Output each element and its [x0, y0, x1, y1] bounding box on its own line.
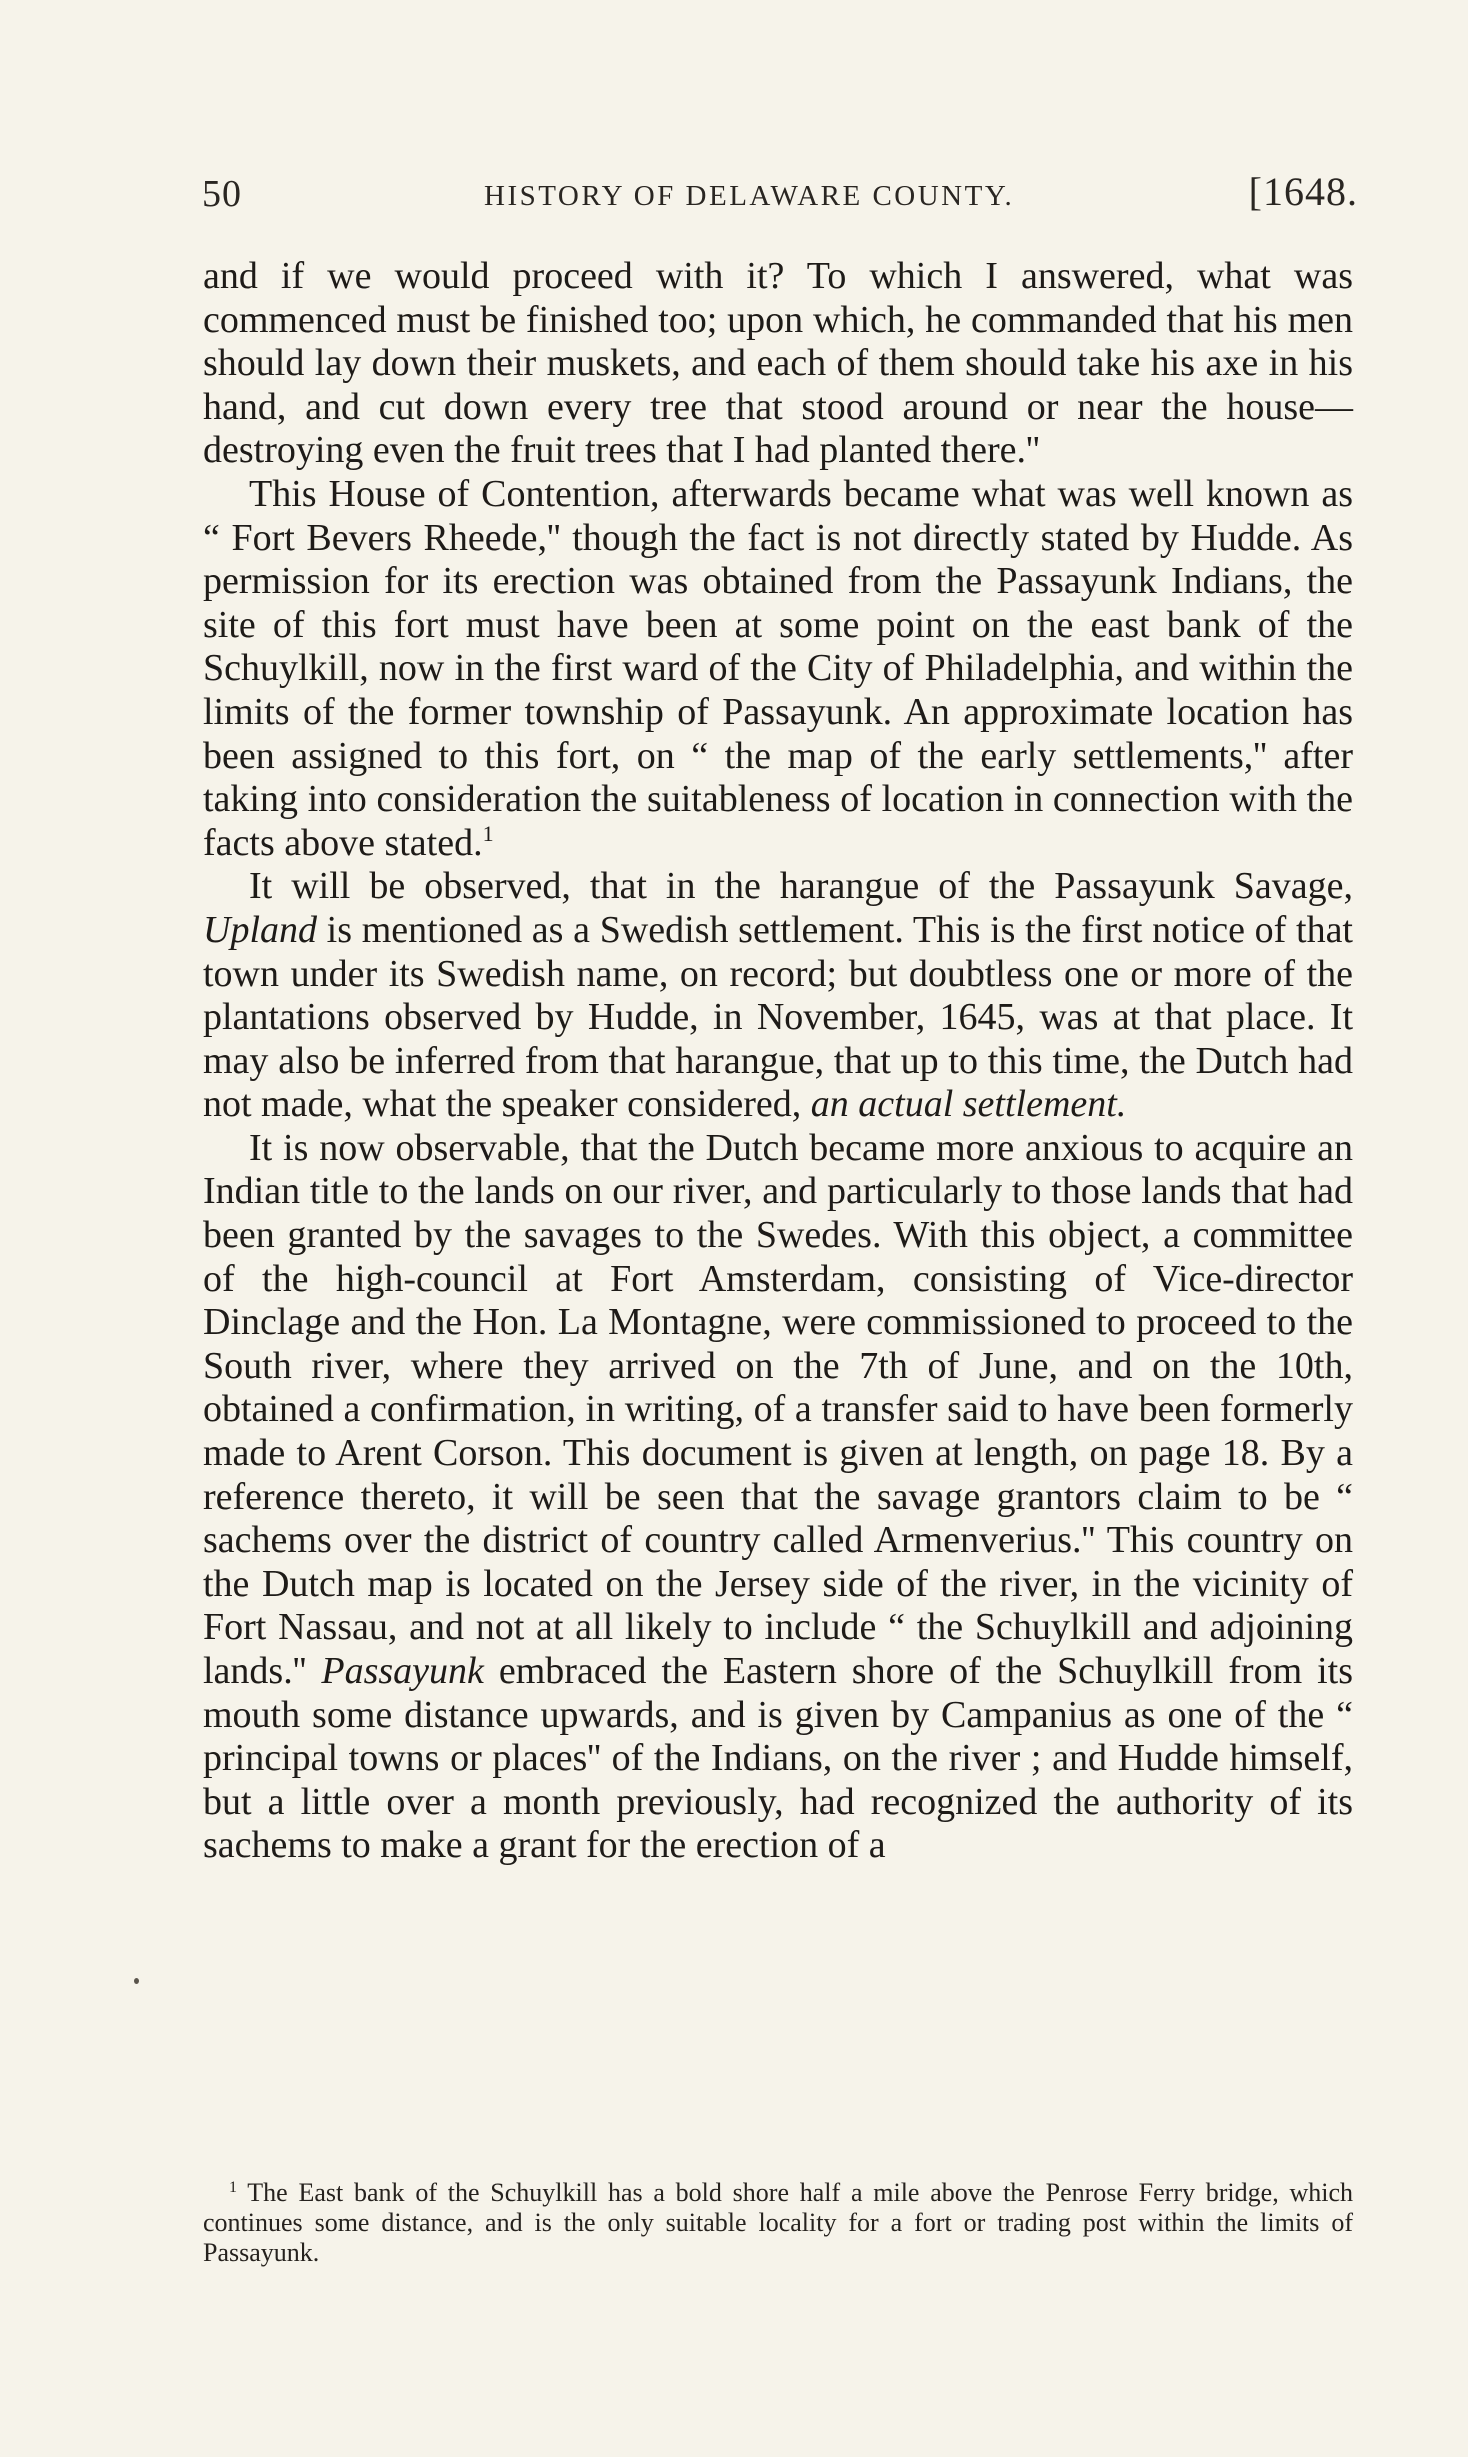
paragraph-text: is mentioned as a Swedish settlement. This is the first notice of that town under its Swedish name, on record; but doubtless one or more of the plantations observed by Hudde, in November, 1645, was at that place. It may also be inferred from that harangue, that up to this time, the Dutch had not made, what the speaker considered,	[203, 908, 1353, 1126]
footnote-reference: 1	[482, 820, 494, 846]
italic-passayunk: Passayunk	[321, 1650, 484, 1692]
paragraph-text: embraced the Eastern shore of the Schuylkill from its mouth some distance upwards, and is given by Campanius as one of the “ principal towns or places'' of the Indians, on the river ; and Hudde himself, but a little over a month previously, had recognized the authority of its sachems to make a grant for the erection of a	[203, 1650, 1354, 1867]
page-number: 50	[202, 173, 242, 215]
running-year: [1648.	[1248, 169, 1358, 214]
running-title: HISTORY OF DELAWARE COUNTY.	[484, 180, 1015, 212]
paragraph-indian-title	[203, 1127, 1353, 1868]
paragraph-text: It will be observed, that in the harangue of the Passayunk Savage,	[249, 865, 1353, 908]
paragraph-text: This House of Contention, afterwards became what was well known as “ Fort Bevers Rheede,'' though the fact is not directly stated by Hudde. As permission for its erection was obtained from the Passayunk Indians, the site of this fort must have been at some point on the east bank of the Schuylkill, now in the first ward of the City of Philadelphia, and within the limits of the former township of Passayunk. An approximate location has been assigned to this fort, on “ the map of the early settlements,'' after taking into consideration the suitableness of location in connection with the facts above stated.	[203, 472, 1353, 864]
paragraph-quote-continuation: and if we would proceed with it? To which I answered, what was commenced must be finished too; upon which, he commanded that his men should lay down their muskets, and each of them should take his axe in his hand, and cut down every tree that stood around or near the house—destroying even the fruit trees that I had planted there.''	[203, 255, 1353, 472]
footnote-marker: 1	[229, 2179, 237, 2196]
paragraph-upland	[203, 865, 1353, 1127]
ink-speck	[134, 1978, 139, 1984]
running-head	[202, 168, 1358, 228]
footnote	[203, 2178, 1353, 2268]
paragraph-house-of-contention	[203, 473, 1353, 865]
paragraph-text: It is now observable, that the Dutch became more anxious to acquire an Indian title to the lands on our river, and particularly to those lands that had been granted by the savages to the Swedes. With this object, a committee of the high-council at Fort Amsterdam, consisting of Vice-director Dinclage and the Hon. La Montagne, were commissioned to proceed to the South river, where they arrived on the 7th of June, and on the 10th, obtained a confirmation, in writing, of a transfer said to have been formerly made to Arent Corson. This document is given at length, on page 18. By a reference thereto, it will be seen that the savage grantors claim to be “ sachems over the district of country called Armenverius.'' This country on the Dutch map is located on the Jersey side of the river, in the vicinity of Fort Nassau, and not at all likely to include “ the Schuylkill and adjoining lands.''	[203, 1126, 1353, 1692]
body-text	[203, 255, 1353, 1868]
italic-actual-settlement: an actual settlement.	[810, 1083, 1127, 1126]
footnotes	[203, 2178, 1353, 2268]
italic-upland: Upland	[203, 908, 317, 951]
footnote-text: The East bank of the Schuylkill has a bold shore half a mile above the Penrose Ferry bridge, which continues some distance, and is the only suitable locality for a fort or trading post within the limits of Passayunk.	[203, 2178, 1353, 2267]
